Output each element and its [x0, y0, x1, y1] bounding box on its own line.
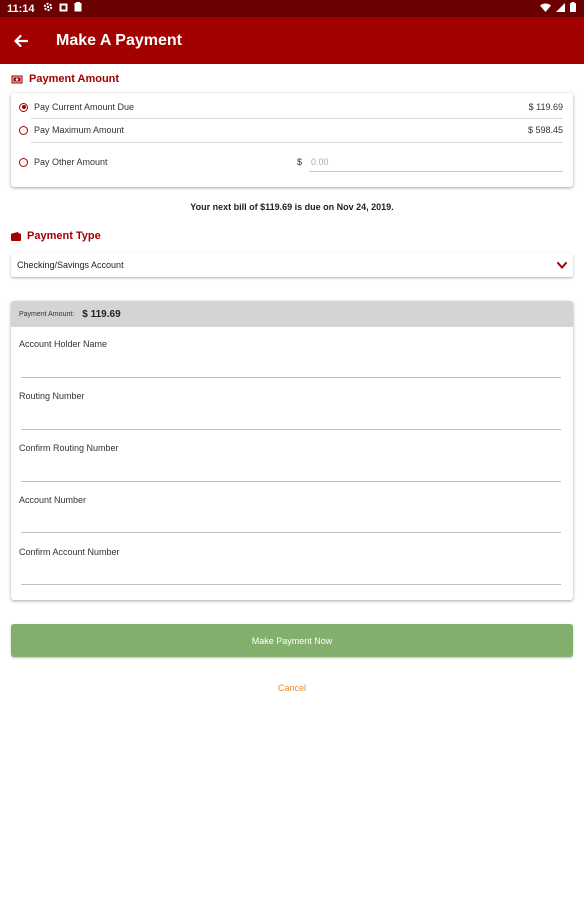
- confirm-account-number-field[interactable]: [21, 584, 561, 585]
- bank-account-form: [11, 301, 573, 600]
- battery-icon: [570, 2, 576, 15]
- radio-maximum-amount[interactable]: [19, 126, 28, 135]
- confirm-routing-number-label: Confirm Routing Number: [19, 443, 119, 453]
- divider: [31, 142, 563, 143]
- option-current-label: Pay Current Amount Due: [34, 102, 135, 112]
- payment-type-heading: [11, 230, 101, 242]
- money-icon: [11, 75, 23, 84]
- status-time: 11:14: [7, 2, 35, 15]
- gear-icon: [43, 2, 53, 15]
- option-current-amount[interactable]: [19, 95, 563, 119]
- next-bill-note: Your next bill of $119.69 is due on Nov 24, 2019.: [190, 202, 394, 212]
- option-current-amount-value: $ 119.69: [528, 102, 563, 112]
- record-icon: [59, 3, 68, 15]
- other-amount-currency: $: [297, 157, 303, 167]
- option-maximum-amount[interactable]: [19, 118, 563, 142]
- payment-type-value: Checking/Savings Account: [17, 260, 124, 270]
- signal-icon: [556, 3, 565, 15]
- option-other-label: Pay Other Amount: [34, 157, 108, 167]
- clipboard-icon: [74, 2, 82, 15]
- radio-current-amount[interactable]: [19, 103, 28, 112]
- account-number-label: Account Number: [19, 495, 87, 505]
- account-number-field[interactable]: [21, 532, 561, 533]
- form-header: [11, 301, 573, 327]
- payment-amount-heading: [11, 73, 119, 85]
- form-amount-value: $ 119.69: [82, 308, 121, 320]
- payment-type-title: Payment Type: [27, 230, 101, 242]
- routing-number-field[interactable]: [21, 429, 561, 430]
- account-holder-name-label: Account Holder Name: [19, 339, 108, 349]
- confirm-routing-number-field[interactable]: [21, 481, 561, 482]
- account-holder-name-field[interactable]: [21, 377, 561, 378]
- option-maximum-label: Pay Maximum Amount: [34, 125, 125, 135]
- make-payment-button[interactable]: Make Payment Now: [11, 624, 573, 657]
- form-amount-label: Payment Amount:: [19, 310, 75, 318]
- confirm-account-number-label: Confirm Account Number: [19, 547, 120, 557]
- other-amount-input[interactable]: 0.00: [311, 157, 329, 167]
- arrow-left-icon: [14, 35, 28, 47]
- wifi-icon: [540, 3, 551, 15]
- app-bar: [0, 17, 584, 64]
- cancel-link[interactable]: Cancel: [277, 683, 306, 693]
- back-button[interactable]: [0, 17, 42, 64]
- wallet-icon: [11, 232, 21, 241]
- radio-other-amount[interactable]: [19, 158, 28, 167]
- option-maximum-amount-value: $ 598.45: [527, 125, 563, 135]
- status-bar: [0, 0, 584, 17]
- other-amount-underline: [309, 171, 563, 172]
- payment-amount-card: [11, 93, 573, 187]
- chevron-down-icon[interactable]: [557, 262, 567, 269]
- payment-amount-title: Payment Amount: [29, 73, 120, 85]
- routing-number-label: Routing Number: [19, 391, 85, 401]
- page-title: Make A Payment: [56, 31, 182, 49]
- payment-type-select[interactable]: [11, 253, 573, 277]
